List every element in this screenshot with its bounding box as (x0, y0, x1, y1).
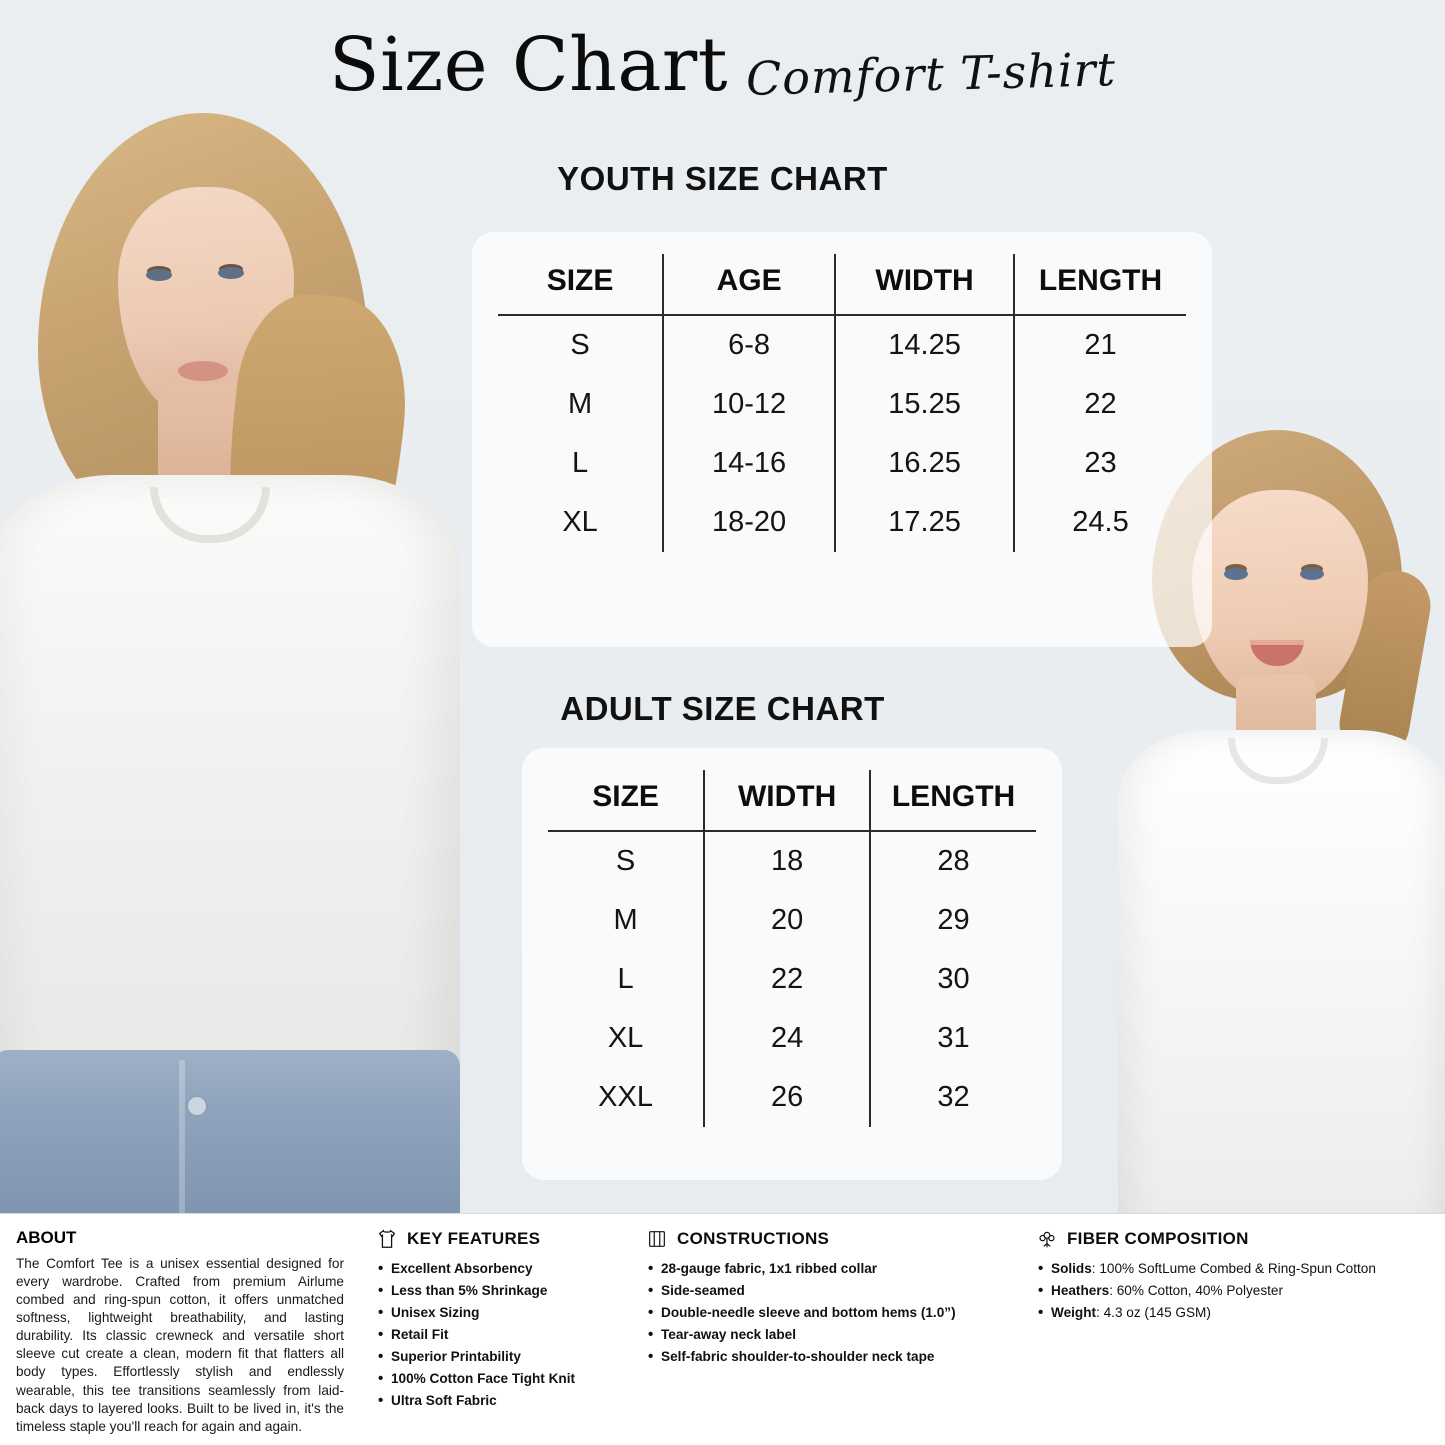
list-item (1036, 1258, 1429, 1280)
cell-width: 24 (704, 1009, 870, 1068)
table-row (498, 375, 1186, 434)
youth-header-row (498, 254, 1186, 315)
constructions-column (630, 1214, 1020, 1445)
fabric-swatch-icon (646, 1228, 668, 1250)
cell-length: 23 (1014, 434, 1186, 493)
cell-width: 14.25 (835, 315, 1014, 375)
youth-col-size: SIZE (546, 264, 614, 297)
jeans-button-shape (186, 1095, 208, 1117)
cell-age: 14-16 (663, 434, 835, 493)
list-item: • Excellent Absorbency (376, 1258, 614, 1280)
eye-left (146, 269, 172, 281)
eye-left (1224, 568, 1248, 580)
constructions-heading-row (646, 1228, 1004, 1250)
list-item: • Superior Printability (376, 1346, 614, 1368)
table-row (548, 891, 1036, 950)
model-photo-adult-woman (0, 95, 460, 1213)
youth-table-head (498, 254, 1186, 315)
cell-width: 16.25 (835, 434, 1014, 493)
adult-col-length: LENGTH (870, 770, 1036, 831)
adult-table-body (548, 831, 1036, 1127)
white-tshirt-shape (1118, 730, 1445, 1213)
about-text: The Comfort Tee is a unisex essential designed for every wardrobe. Crafted from premium Airlume combed and ring-spun cotton, it offers unmatched softness, lightweight breathability, and lasting durability. Its classic crewneck and versatile short sleeve cut create a clean, modern fit that flatters all body types. Effortlessly stylish and endlessly wearable, this tee transitions seamlessly from laid-back days to layered looks. Built to be lived in, it's the timeless staple you'll reach for again and again. (16, 1256, 344, 1434)
cell-size: S (615, 845, 636, 877)
cell-size: M (567, 388, 593, 420)
cell-size: S (570, 329, 590, 361)
fiber-label: Heathers (1051, 1283, 1110, 1299)
cell-size: XL (562, 506, 598, 538)
fiber-label: Solids (1051, 1261, 1092, 1276)
fiber-value: : 4.3 oz (145 GSM) (1096, 1305, 1211, 1321)
constructions-heading: CONSTRUCTIONS (677, 1229, 830, 1248)
adult-col-size: SIZE (592, 780, 659, 813)
fiber-value: : 60% Cotton, 40% Polyester (1109, 1283, 1283, 1299)
cell-width: 17.25 (835, 493, 1014, 552)
cell-length: 24.5 (1014, 493, 1186, 552)
fiber-value: : 100% SoftLume Combed & Ring-Spun Cotton (1091, 1261, 1376, 1276)
key-features-heading: KEY FEATURES (407, 1229, 541, 1248)
fiber-composition-column (1020, 1214, 1445, 1445)
list-item: • Less than 5% Shrinkage (376, 1280, 614, 1302)
list-item: • Self-fabric shoulder-to-shoulder neck tape (646, 1346, 1004, 1368)
cell-length: 28 (870, 831, 1036, 891)
table-row (498, 493, 1186, 552)
cell-size: XXL (598, 1081, 653, 1113)
title-main: Size Chart (328, 22, 729, 108)
cell-length: 29 (870, 891, 1036, 950)
youth-size-table-card (472, 232, 1212, 647)
tshirt-icon (376, 1228, 398, 1250)
key-features-list (376, 1258, 614, 1412)
cell-width: 26 (704, 1068, 870, 1127)
white-tshirt-shape (0, 475, 460, 1115)
key-features-heading-row (376, 1228, 614, 1250)
fiber-heading-row (1036, 1228, 1429, 1250)
table-row (548, 1009, 1036, 1068)
cell-width: 15.25 (835, 375, 1014, 434)
bottom-info-strip (0, 1213, 1445, 1445)
cell-width: 22 (704, 950, 870, 1009)
table-row (498, 315, 1186, 375)
cell-size: L (571, 447, 589, 479)
key-features-column (360, 1214, 630, 1445)
cell-length: 30 (870, 950, 1036, 1009)
adult-size-chart-heading: ADULT SIZE CHART (560, 690, 885, 727)
lips-shape (178, 361, 228, 381)
youth-size-chart-heading: YOUTH SIZE CHART (557, 160, 888, 197)
list-item: • Double-needle sleeve and bottom hems (1.0”) (646, 1302, 1004, 1324)
list-item: • Side-seamed (646, 1280, 1004, 1302)
jeans-shape (0, 1050, 460, 1213)
cell-age: 10-12 (663, 375, 835, 434)
eye-right (218, 267, 244, 279)
list-item: • Unisex Sizing (376, 1302, 614, 1324)
youth-table-body (498, 315, 1186, 552)
list-item: • Tear-away neck label (646, 1324, 1004, 1346)
list-item (1036, 1302, 1429, 1324)
list-item: • 28-gauge fabric, 1x1 ribbed collar (646, 1258, 1004, 1280)
cotton-plant-icon (1036, 1228, 1058, 1250)
adult-col-width: WIDTH (704, 770, 870, 831)
adult-table-head (548, 770, 1036, 831)
cell-size: XL (607, 1022, 644, 1054)
cell-size: L (617, 963, 634, 995)
adult-size-table (548, 770, 1036, 1127)
youth-col-width: WIDTH (835, 254, 1014, 315)
table-row (548, 1068, 1036, 1127)
cell-width: 18 (704, 831, 870, 891)
cell-age: 6-8 (663, 315, 835, 375)
adult-header-row (548, 770, 1036, 831)
about-column (0, 1214, 360, 1445)
table-row (548, 831, 1036, 891)
cell-length: 31 (870, 1009, 1036, 1068)
fiber-heading: FIBER COMPOSITION (1067, 1229, 1249, 1248)
table-row (548, 950, 1036, 1009)
adult-woman-figure (0, 95, 460, 1213)
table-row (498, 434, 1186, 493)
fiber-list (1036, 1258, 1429, 1324)
cell-size: M (613, 904, 638, 936)
cell-length: 32 (870, 1068, 1036, 1127)
about-heading: ABOUT (16, 1228, 77, 1247)
eye-right (1300, 568, 1324, 580)
list-item: • Retail Fit (376, 1324, 614, 1346)
list-item: • Ultra Soft Fabric (376, 1390, 614, 1412)
cell-length: 22 (1014, 375, 1186, 434)
cell-width: 20 (704, 891, 870, 950)
youth-col-length: LENGTH (1014, 254, 1186, 315)
list-item (1036, 1280, 1429, 1302)
cell-length: 21 (1014, 315, 1186, 375)
youth-col-age: AGE (663, 254, 835, 315)
list-item: • 100% Cotton Face Tight Knit (376, 1368, 614, 1390)
fiber-label: Weight (1051, 1305, 1097, 1321)
cell-age: 18-20 (663, 493, 835, 552)
constructions-list (646, 1258, 1004, 1368)
adult-size-table-card (522, 748, 1062, 1180)
title-script: Comfort T-shirt (745, 42, 1117, 106)
youth-size-table (498, 254, 1186, 552)
